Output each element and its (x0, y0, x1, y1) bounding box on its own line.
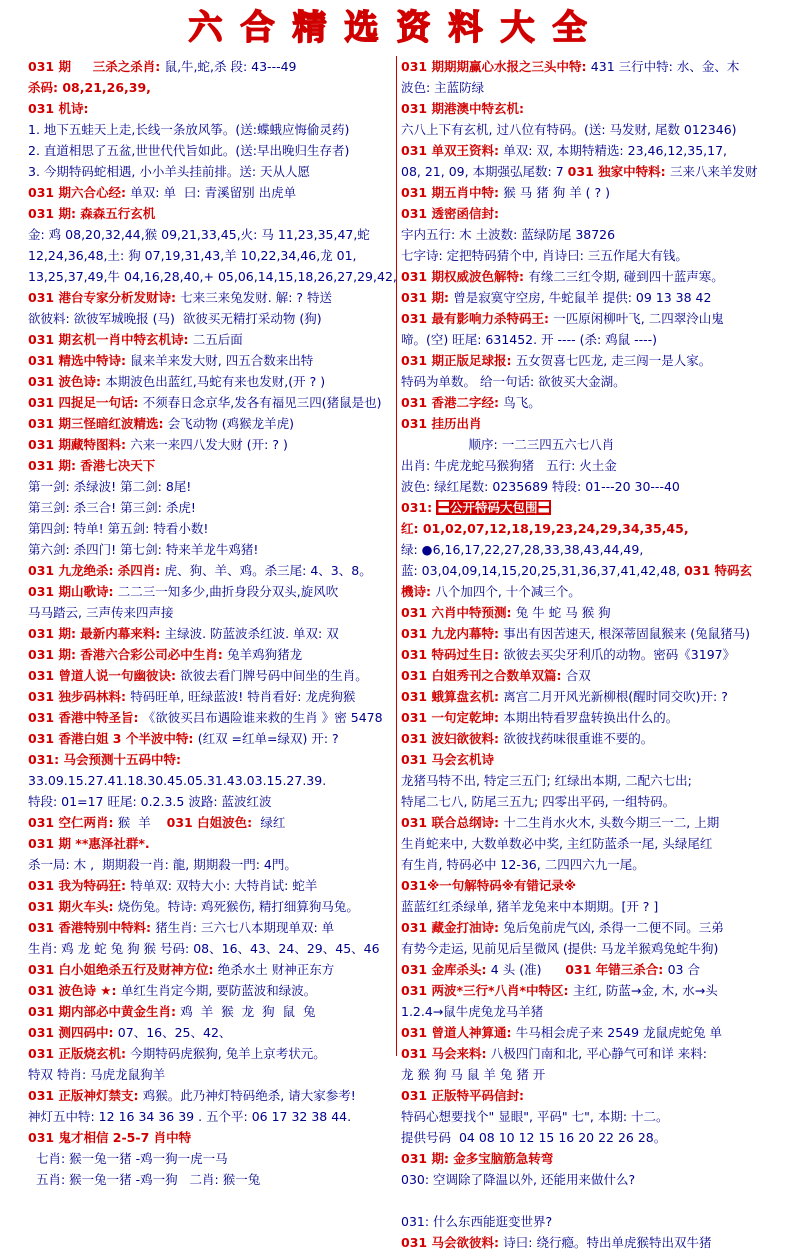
line-heading: 031 期: 森森五行玄机 (28, 206, 156, 221)
line-text: 顺序: 一二三四五六七八肖 (401, 437, 615, 452)
line-heading: 031 独家中特料: (567, 164, 670, 179)
text-line (401, 854, 771, 875)
line-heading: 031 单双王资料: (401, 143, 504, 158)
text-line (28, 434, 392, 455)
line-text: 七字诗: 定把特码猜个中, 肖诗曰: 三五作尾大有钱。 (401, 248, 688, 263)
text-line (28, 1106, 392, 1127)
text-line (28, 980, 392, 1001)
line-text: 有势今走运, 见前见后呈微风 (提供: 马龙羊猴鸡兔蛇牛狗) (401, 941, 719, 956)
text-line (28, 833, 392, 854)
text-line (401, 1190, 771, 1211)
line-heading: 031: 马会预测十五码中特: (28, 752, 186, 767)
line-text: 031: 什么东西能逛变世界? (401, 1214, 553, 1229)
line-heading: 031 鬼才相信 2-5-7 肖中特 (28, 1130, 192, 1145)
line-text: 本期波色出蓝红,马蛇有来也发财,(开 ? ) (105, 374, 326, 389)
text-line (28, 98, 392, 119)
line-text: 33.09.15.27.41.18.30.45.05.31.43.03.15.27.39. (28, 773, 327, 788)
line-heading: 031 期: 香港七决天下 (28, 458, 156, 473)
line-heading: 031 香港中特圣旨: (28, 710, 143, 725)
line-heading: 031 期: (401, 290, 454, 305)
text-line (401, 686, 771, 707)
text-line (401, 455, 771, 476)
line-heading: 031 港台专家分析发财诗: (28, 290, 181, 305)
highlight-banner: 〓公开特码大包围〓 (437, 500, 550, 515)
line-text: 《欲彼买吕布遇险谁来救的生肖 》密 5478 (142, 710, 383, 725)
text-line (28, 749, 392, 770)
text-line (28, 539, 392, 560)
line-text: 三来八来羊发财 (669, 164, 758, 179)
text-line (401, 119, 771, 140)
text-line (401, 602, 771, 623)
line-heading: 031 马会玄机诗 (401, 752, 494, 767)
line-text: 有缘二三红令期, 碰到四十蓝声寒。 (528, 269, 724, 284)
line-text: 1.2.4→鼠牛虎兔龙马羊猪 (401, 1004, 544, 1019)
line-heading: 031 透密函信封: (401, 206, 499, 221)
line-text: 13,25,37,49,牛 04,16,28,40,+ 05,06,14,15,18,26,27,29,42, (28, 269, 397, 284)
text-line (28, 896, 392, 917)
line-text: 特码为单数。 给一句话: 欲彼买大金湖。 (401, 374, 626, 389)
text-line (28, 1064, 392, 1085)
text-line (28, 875, 392, 896)
text-line (401, 350, 771, 371)
line-heading: 031 期 (28, 59, 71, 74)
text-line (28, 371, 392, 392)
line-heading: 031 特码玄 (684, 563, 753, 578)
text-line (28, 224, 392, 245)
text-line (401, 896, 771, 917)
line-text: 五女贺喜七匹龙, 走三闯一是人家。 (515, 353, 712, 368)
text-line (401, 581, 771, 602)
line-heading: 031 香港二字经: (401, 395, 504, 410)
text-line (401, 917, 771, 938)
text-line (28, 728, 392, 749)
line-heading: 031 白姐秀刊之合数单双篇: (401, 668, 566, 683)
text-line (401, 665, 771, 686)
text-line (28, 959, 392, 980)
line-text: 鸡猴。此乃神灯特码绝杀, 请大家参考! (142, 1088, 356, 1103)
line-heading: 031 独步码林料: (28, 689, 131, 704)
line-text: 兔后兔前虎气凶, 杀得一二便不同。三弟 (503, 920, 724, 935)
text-line (401, 266, 771, 287)
line-text: 合双 (565, 668, 591, 683)
line-text: 欲彼找药味很重谁不要的。 (503, 731, 654, 746)
line-heading: 031 期藏特图料: (28, 437, 131, 452)
line-heading: 031 波色诗 ★: (28, 983, 121, 998)
text-line (401, 1127, 771, 1148)
line-heading: 031 波妇欲彼料: (401, 731, 504, 746)
line-heading: 031 白小姐绝杀五行及财神方位: (28, 962, 218, 977)
line-text: 蓝蓝红红杀绿单, 猪羊龙兔来中本期期。[开 ? ] (401, 899, 659, 914)
line-text: 宇内五行: 木 土波数: 蓝绿防尾 38726 (401, 227, 616, 242)
text-line (28, 665, 392, 686)
line-heading: 031※一句解特码※有错记录※ (401, 878, 577, 893)
text-line (401, 1106, 771, 1127)
line-text: 第四剑: 特单! 第五剑: 特看小数! (28, 521, 209, 536)
line-heading: 031 期: 香港六合彩公司必中生肖: (28, 647, 228, 662)
line-text: 431 三行中特: 水、金、木 (590, 59, 740, 74)
line-heading: 031 期内部必中黄金生肖: (28, 1004, 181, 1019)
line-text: 会飞动物 (鸡猴龙羊虎) (167, 416, 295, 431)
line-text: 第六剑: 杀四门! 第七剑: 特来羊龙牛鸡猪! (28, 542, 259, 557)
line-text: 五肖: 猴一兔一猪 -鸡一狗 二肖: 猴一兔 (28, 1172, 261, 1187)
text-line (401, 434, 771, 455)
line-heading: 031 香港白姐 3 个半波中特: (28, 731, 198, 746)
line-text: 离宫二月开风光新柳根(醒时同交吹)开: ? (503, 689, 728, 704)
text-line (401, 980, 771, 1001)
text-line (28, 1127, 392, 1148)
line-text: 诗曰: 绕行瘾。特出单虎猴特出双牛猪 (503, 1235, 712, 1250)
line-text: 生肖蛇来中, 大数单数必中奖, 主红防蓝杀一尾, 头绿尾红 (401, 836, 713, 851)
text-line (28, 1001, 392, 1022)
text-line (28, 1043, 392, 1064)
text-line (28, 770, 392, 791)
text-line (401, 371, 771, 392)
text-line (401, 77, 771, 98)
text-line (401, 308, 771, 329)
text-line (401, 833, 771, 854)
line-heading: 031 期三怪暗红波精选: (28, 416, 168, 431)
line-text (401, 1193, 405, 1208)
line-text: 出肖: 牛虎龙蛇马猴狗猪 五行: 火土金 (401, 458, 617, 473)
line-text: 神灯五中特: 12 16 34 36 39 . 五个平: 06 17 32 38 44. (28, 1109, 352, 1124)
line-text: 烧伤兔。特诗: 鸡死猴伤, 精打细算狗马兔。 (117, 899, 359, 914)
line-heading: 031 期港澳中特玄机: (401, 101, 524, 116)
line-heading: 031 期五肖中特: (401, 185, 504, 200)
line-text: 鼠来羊来发大财, 四五合数来出特 (130, 353, 314, 368)
text-line (28, 854, 392, 875)
text-line (401, 623, 771, 644)
line-heading: 031 曾道人说一句幽彼诀: (28, 668, 181, 683)
line-heading: 031 正版特平码信封: (401, 1088, 524, 1103)
line-text: 绿: ●6,16,17,22,27,28,33,38,43,44,49, (401, 542, 644, 557)
line-heading: 031 马会欲彼料: (401, 1235, 504, 1250)
line-text: 鼠,牛,蛇,杀 段: 43---49 (164, 59, 297, 74)
line-heading: 031 联合总纲诗: (401, 815, 504, 830)
line-text: 啼。(空) 旺尾: 631452. 开 ---- (杀: 鸡鼠 ----) (401, 332, 658, 347)
text-line (28, 812, 392, 833)
line-text: 龙 猴 狗 马 鼠 羊 兔 猪 开 (401, 1067, 546, 1082)
line-heading: 031 期山歌诗: (28, 584, 118, 599)
text-line (401, 413, 771, 434)
text-line (401, 161, 771, 182)
text-line (28, 1148, 392, 1169)
line-heading: 杀码: 08,21,26,39, (28, 80, 151, 95)
line-text: 八个加四个, 十个减三个。 (435, 584, 581, 599)
line-heading: 031 空仁两肖: (28, 815, 118, 830)
text-line (401, 56, 771, 77)
text-line (401, 392, 771, 413)
line-heading: 031 期玄机一肖中特玄机诗: (28, 332, 193, 347)
line-heading: 031 金库杀头: (401, 962, 491, 977)
line-text: 4 头 (准) (490, 962, 566, 977)
text-line (401, 476, 771, 497)
line-text: 绝杀水土 财神正东方 (217, 962, 335, 977)
line-heading: 031 期六合心经: (28, 185, 131, 200)
text-line (28, 77, 392, 98)
line-heading: 031 挂历出肖 (401, 416, 482, 431)
line-text: 猴 马 猪 狗 羊 ( ? ) (503, 185, 610, 200)
line-text: (红双 =红单=绿双) 开: ? (197, 731, 339, 746)
text-line (401, 1022, 771, 1043)
line-text: 特尾二七八, 防尾三五九; 四零出平码, 一组特码。 (401, 794, 676, 809)
line-heading: 031: (401, 500, 437, 515)
line-heading: 031 期正版足球报: (401, 353, 516, 368)
line-text: 07、16、25、42、 (117, 1025, 232, 1040)
line-text: 第一剑: 杀绿波! 第二剑: 8尾! (28, 479, 192, 494)
text-line (401, 1064, 771, 1085)
line-text: 杀一局: 木 , 期期殺一肖: 龍, 期期殺一門: 4門。 (28, 857, 297, 872)
line-heading: 三杀之杀肖: (70, 59, 165, 74)
text-line (28, 623, 392, 644)
text-line (401, 1043, 771, 1064)
text-line (28, 329, 392, 350)
line-heading: 031 九龙内幕特: (401, 626, 504, 641)
text-line (28, 707, 392, 728)
line-text: 鸡 羊 猴 龙 狗 鼠 兔 (180, 1004, 316, 1019)
line-heading: 031 期: 金多宝脑筋急转弯 (401, 1151, 554, 1166)
text-line (401, 1148, 771, 1169)
line-text: 本期出特看罗盘转换出什么的。 (503, 710, 679, 725)
line-heading: 红: 01,02,07,12,18,19,23,24,29,34,35,45, (401, 521, 689, 536)
text-line (401, 245, 771, 266)
text-line (401, 791, 771, 812)
text-line (401, 539, 771, 560)
line-text: 兔 牛 蛇 马 猴 狗 (515, 605, 611, 620)
line-text: 特段: 01=17 旺尾: 0.2.3.5 波路: 蓝波红波 (28, 794, 272, 809)
line-heading: 031 两波*三行*八肖*中特区: (401, 983, 573, 998)
line-text: 12,24,36,48,土: 狗 07,19,31,43,羊 10,22,34,46,龙 01, (28, 248, 357, 263)
line-text: 兔羊鸡狗猪龙 (227, 647, 303, 662)
text-line (401, 644, 771, 665)
text-line (401, 182, 771, 203)
line-text: 事出有因苦速天, 根深蒂固鼠猴来 (兔鼠猪马) (503, 626, 750, 641)
text-line (28, 308, 392, 329)
line-heading: 031 六肖中特预测: (401, 605, 516, 620)
text-line (28, 455, 392, 476)
line-heading: 031 期期期赢心水报之三头中特: (401, 59, 591, 74)
line-text: 08, 21, 09, 本期强弘尾数: 7 (401, 164, 568, 179)
line-text: 二二三一知多少,曲折身段分双头,旋风吹 (117, 584, 339, 599)
line-text: 特单双: 双特大小: 大特肖试: 蛇羊 (130, 878, 318, 893)
text-line (401, 770, 771, 791)
line-text: 3. 今期特码蛇相遇, 小小羊头挂前排。送: 天从人愿 (28, 164, 311, 179)
line-text: 特码旺单, 旺绿蓝波! 特肖看好: 龙虎狗猴 (130, 689, 356, 704)
line-heading: 031 正版烧玄机: (28, 1046, 131, 1061)
line-heading: 031 曾道人神算通: (401, 1025, 516, 1040)
line-heading: 031 最有影响力杀特码王: (401, 311, 554, 326)
text-line (28, 581, 392, 602)
column-divider (396, 56, 397, 1056)
line-text: 猴 羊 (117, 815, 167, 830)
text-line (401, 329, 771, 350)
line-text: 欲彼去看门牌号码中间坐的生肖。 (180, 668, 368, 683)
line-text: 第三剑: 杀三合! 第三剑: 杀虎! (28, 500, 196, 515)
text-line (401, 959, 771, 980)
line-text: 单双: 单 曰: 青溪留别 出虎单 (130, 185, 297, 200)
line-text: 猪生肖: 三六七八本期现单双: 单 (155, 920, 335, 935)
text-line (28, 203, 392, 224)
line-heading: 031 期权威波色解特: (401, 269, 529, 284)
line-heading: 031 精选中特诗: (28, 353, 131, 368)
line-text: 特双 特肖: 马虎龙鼠狗羊 (28, 1067, 166, 1082)
line-text: 单双: 双, 本期特精选: 23,46,12,35,17, (503, 143, 728, 158)
text-line (401, 875, 771, 896)
line-heading: 031 年错三杀合: (565, 962, 668, 977)
text-line (28, 1169, 392, 1190)
line-text: 波色: 绿红尾数: 0235689 特段: 01---20 30---40 (401, 479, 680, 494)
line-text: 七肖: 猴一兔一猪 -鸡一狗一虎一马 (28, 1151, 228, 1166)
text-line (28, 413, 392, 434)
text-line (401, 707, 771, 728)
line-heading: 031 期: 最新内幕来料: (28, 626, 165, 641)
line-heading: 031 期 **惠泽社群*. (28, 836, 150, 851)
line-text: 曾是寂寞守空房, 牛蛇鼠羊 提供: 09 13 38 42 (453, 290, 712, 305)
text-line (28, 1085, 392, 1106)
text-line (401, 812, 771, 833)
line-heading: 031 马会来料: (401, 1046, 491, 1061)
line-heading: 031 特码过生日: (401, 647, 504, 662)
page-title: 六合精选资料大全 (188, 8, 605, 48)
line-heading: 031 四捉足一句话: (28, 395, 143, 410)
line-heading: 031 期火车头: (28, 899, 118, 914)
line-text: 虎、狗、羊、鸡。杀三尾: 4、3、8。 (164, 563, 372, 578)
line-text: 030: 空调除了降温以外, 还能用来做什么? (401, 1172, 636, 1187)
line-text: 03 合 (667, 962, 700, 977)
line-text: 不须春日念京华,发各有福见三四(猪鼠是也) (142, 395, 382, 410)
text-line (28, 686, 392, 707)
line-text: 欲彼去买尖牙利爪的动物。密码《3197》 (503, 647, 736, 662)
line-text: 龙猪马特不出, 特定三五门; 红绿出本期, 二配六七出; (401, 773, 692, 788)
text-line (28, 350, 392, 371)
text-line (28, 119, 392, 140)
text-line (28, 266, 397, 287)
text-line (401, 1232, 771, 1253)
line-text: 有生肖, 特码必中 12-36, 二四四六九一尾。 (401, 857, 645, 872)
text-line (401, 98, 771, 119)
text-line (28, 245, 392, 266)
line-text: 金: 鸡 08,20,32,44,猴 09,21,33,45,火: 马 11,23,35,47,蛇 (28, 227, 370, 242)
line-heading: 031 白姐波色: (166, 815, 257, 830)
text-line (28, 497, 392, 518)
line-text: 2. 直道相思了五盆,世世代代旨如此。(送:早出晚归生存者) (28, 143, 350, 158)
text-line (28, 1022, 392, 1043)
line-text: 特码心想要找个" 显眼", 平码" 七", 本期: 十二。 (401, 1109, 669, 1124)
line-text: 主红, 防蓝→金, 木, 水→头 (572, 983, 718, 998)
line-text: 主绿波. 防蓝波杀红波. 单双: 双 (164, 626, 339, 641)
text-line (401, 1211, 771, 1232)
text-line (401, 1169, 771, 1190)
text-line (401, 203, 771, 224)
text-line (401, 749, 771, 770)
text-line (28, 917, 392, 938)
line-text: 提供号码 04 08 10 12 15 16 20 22 26 28。 (401, 1130, 667, 1145)
text-line (28, 791, 392, 812)
text-line (28, 56, 392, 77)
text-line (28, 182, 392, 203)
text-line (28, 287, 392, 308)
text-line (28, 560, 392, 581)
text-line (401, 140, 771, 161)
line-text: 蓝: 03,04,09,14,15,20,25,31,36,37,41,42,48, (401, 563, 685, 578)
text-line (28, 602, 392, 623)
text-line (28, 392, 392, 413)
line-text: 马马踏云, 三声传来四声接 (28, 605, 174, 620)
line-text: 一匹原闲柳叶飞, 二四翠泠山鬼 (553, 311, 724, 326)
line-text: 八极四门南和北, 平心静气可和详 来料: (490, 1046, 707, 1061)
line-heading: 031 机诗: (28, 101, 89, 116)
line-text: 二五后面 (192, 332, 243, 347)
line-text: 单红生肖定今期, 要防蓝波和绿波。 (120, 983, 317, 998)
line-text: 欲彼料: 欲彼军城晚报 (马) 欲彼买无精打采动物 (狗) (28, 311, 322, 326)
text-line (28, 140, 392, 161)
line-text: 六八上下有玄机, 过八位有特码。(送: 马发财, 尾数 012346) (401, 122, 737, 137)
line-heading: 031 蛾算盘玄机: (401, 689, 504, 704)
left-column (28, 56, 397, 1187)
line-heading: 031 正版神灯禁支: (28, 1088, 143, 1103)
text-line (28, 161, 392, 182)
text-line (28, 518, 392, 539)
line-text: 生肖: 鸡 龙 蛇 兔 狗 猴 号码: 08、16、43、24、29、45、46 (28, 941, 380, 956)
text-line (401, 728, 771, 749)
text-line (401, 1001, 771, 1022)
line-heading: 031 藏金打油诗: (401, 920, 504, 935)
line-heading: 031 测四码中: (28, 1025, 118, 1040)
text-line (401, 560, 771, 581)
line-heading: 031 一句定乾坤: (401, 710, 504, 725)
text-line (401, 497, 771, 518)
text-line (401, 1085, 771, 1106)
line-text: 十二生肖水火木, 头数今期三一二, 上期 (503, 815, 720, 830)
line-text: 鸟飞。 (503, 395, 541, 410)
line-text: 七来三来兔发财. 解: ? 特送 (180, 290, 333, 305)
line-text: 六来一来四八发大财 (开: ? ) (130, 437, 288, 452)
text-line (401, 224, 771, 245)
line-heading: 機诗: (401, 584, 436, 599)
text-line (401, 287, 771, 308)
text-line (28, 938, 392, 959)
text-line (401, 938, 771, 959)
line-heading: 031 香港特别中特料: (28, 920, 156, 935)
line-text: 波色: 主蓝防绿 (401, 80, 485, 95)
text-line (28, 644, 392, 665)
right-column (401, 56, 771, 1250)
line-heading: 031 波色诗: (28, 374, 106, 389)
line-text: 绿红 (256, 815, 286, 830)
line-text: 牛马相会虎子来 2549 龙鼠虎蛇兔 单 (515, 1025, 723, 1040)
text-line (401, 518, 771, 539)
text-line (28, 476, 392, 497)
line-text: 今期特码虎猴狗, 兔羊上京考状元。 (130, 1046, 326, 1061)
line-heading: 031 九龙绝杀: 杀四肖: (28, 563, 165, 578)
line-heading: 031 我为特码狂: (28, 878, 131, 893)
line-text: 1. 地下五蛙天上走,长线一条放风筝。(送:蝶蛾应悔偷灵药) (28, 122, 350, 137)
